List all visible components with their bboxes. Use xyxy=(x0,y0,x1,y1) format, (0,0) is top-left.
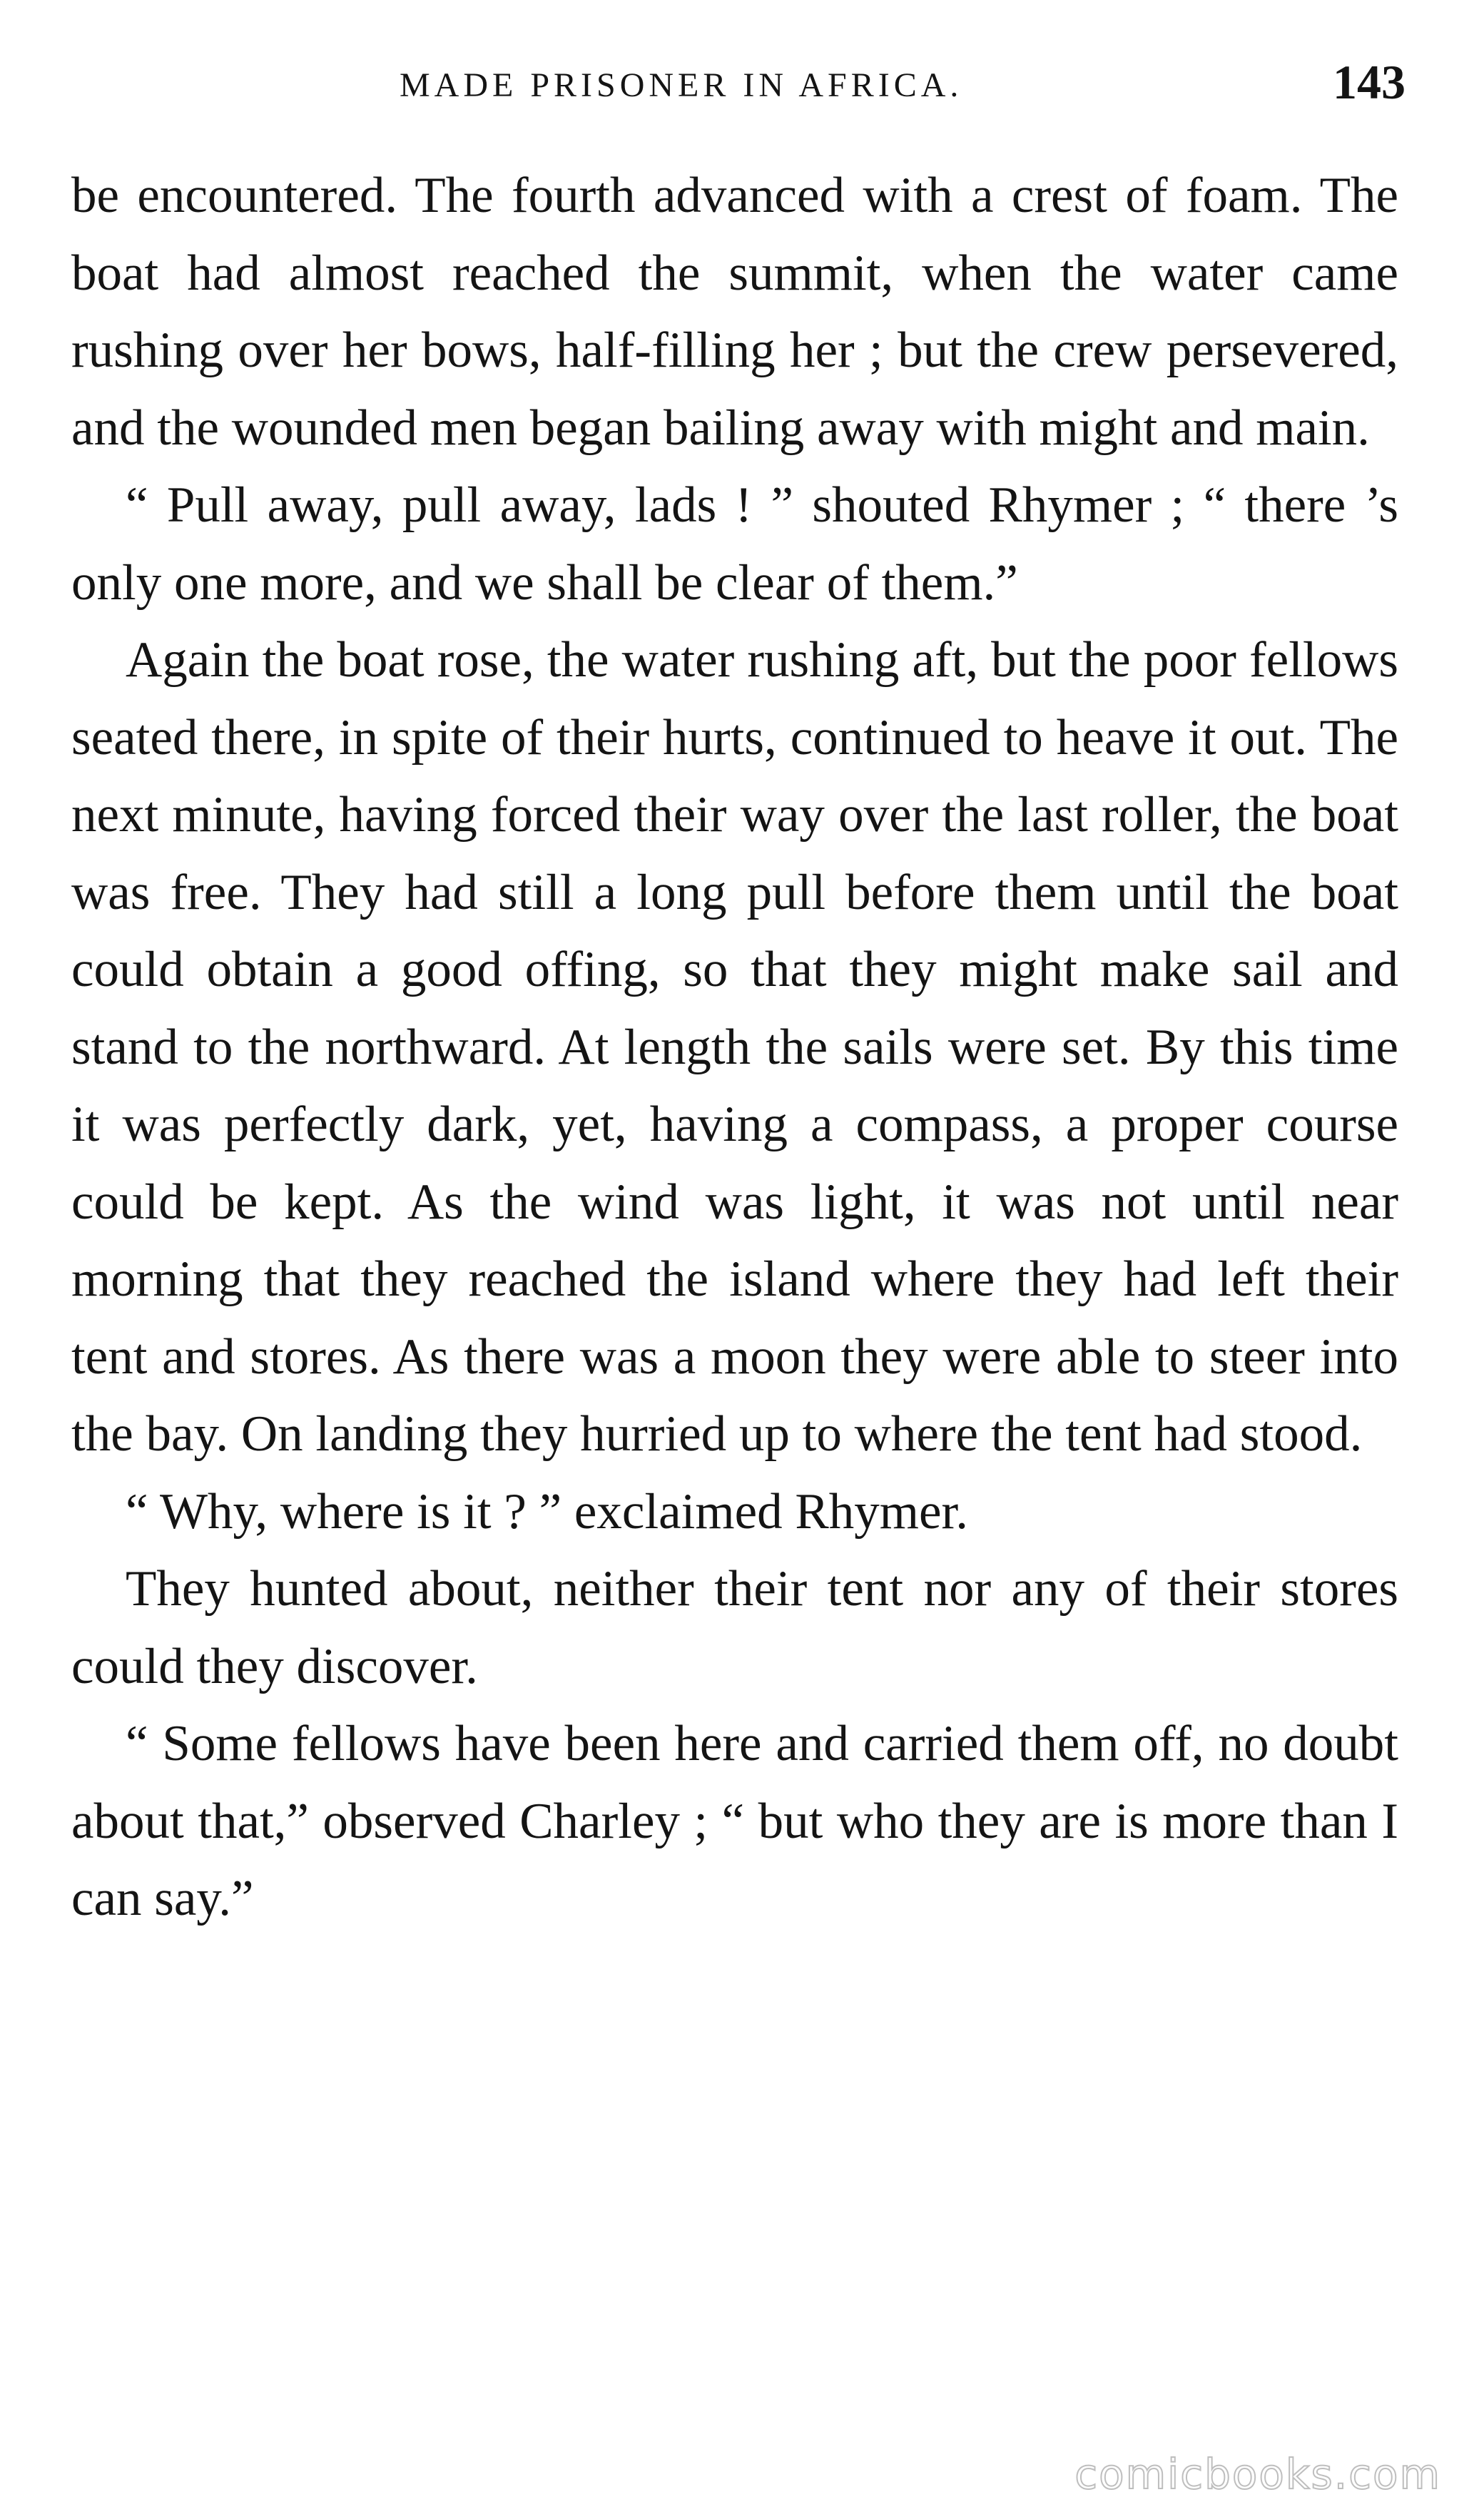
running-title: MADE PRISONER IN AFRICA. xyxy=(400,66,963,104)
paragraph-dialogue: “ Some fellows have been here and carried them off, no doubt about that,” observed Charley ; “ but who they are is more than I can say.” xyxy=(71,1716,1398,1926)
paragraph-narrative: Again the boat rose, the water rushing aft, but the poor fellows seated there, in spite of their hurts, continued to heave it out. The next minute, having forced their way over the last roller, the boat was free. They had still a long pull before them until the boat could obtain a good offing, so that they might make sail and stand to the northward. At length the sails were set. By this time it was perfectly dark, yet, having a compass, a proper course could be kept. As the wind was light, it was not until near morning that they reached the island where they had left their tent and stores. As there was a moon they were able to steer into the bay. On landing they hurried up to where the tent had stood. xyxy=(71,632,1398,1462)
body-text xyxy=(71,157,1398,1938)
paragraph-dialogue: “ Why, where is it ? ” exclaimed Rhymer. xyxy=(126,1483,968,1540)
watermark-logo: comicbooks.com xyxy=(1074,2450,1441,2498)
page-number: 143 xyxy=(1333,55,1406,109)
paragraph-narrative: They hunted about, neither their tent nor any of their stores could they discover. xyxy=(71,1561,1398,1694)
running-head xyxy=(71,50,1406,121)
paragraph-continued: be encountered. The fourth advanced with a crest of foam. The boat had almost reached the summit, when the water came rushing over her bows, half-filling her ; but the crew persevered, and the wounded men began bailing away with might and main. xyxy=(71,168,1398,456)
paragraph-dialogue: “ Pull away, pull away, lads ! ” shouted Rhymer ; “ there ’s only one more, and we shall be clear of them.” xyxy=(71,477,1398,611)
